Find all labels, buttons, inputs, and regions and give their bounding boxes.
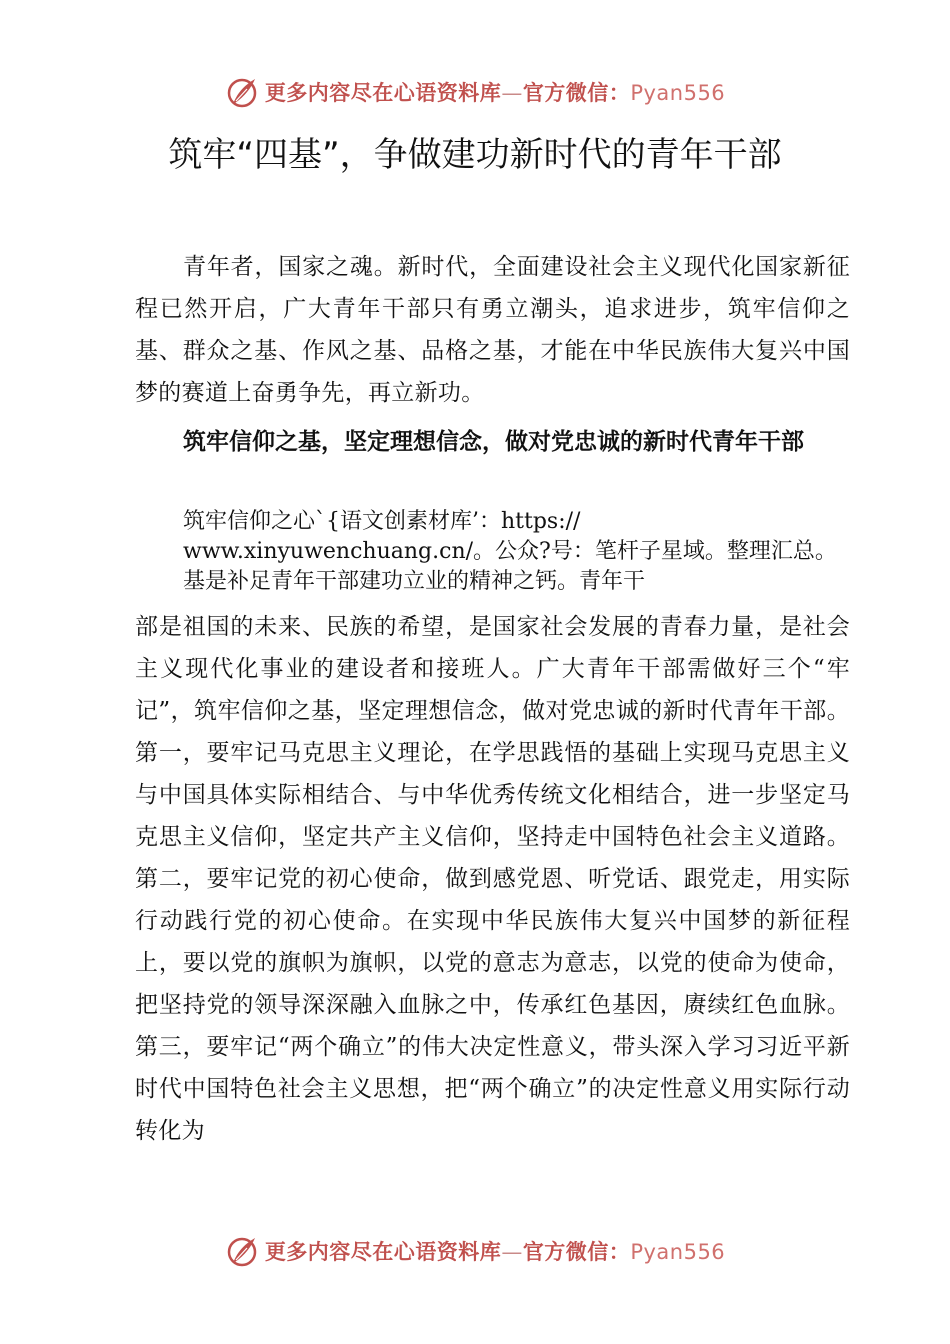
footer-watermark-banner [0, 1231, 950, 1271]
quill-logo-icon [225, 74, 261, 110]
banner-wechat-id: Pyan556 [630, 81, 726, 105]
banner-dash: — [501, 1240, 523, 1264]
banner-label: 官方微信： [522, 1240, 631, 1264]
intro-paragraph: 青年者，国家之魂。新时代，全面建设社会主义现代化国家新征程已然开启，广大青年干部只有勇立潮头，追求进步，筑牢信仰之基、群众之基、作风之基、品格之基，才能在中华民族伟大复兴中国梦的赛道上奋勇争先，再立新功。 [135, 254, 850, 406]
body-paragraph: 部是祖国的未来、民族的希望，是国家社会发展的青春力量，是社会主义现代化事业的建设者和接班人。广大青年干部需做好三个“牢记”，筑牢信仰之基，坚定理想信念，做对党忠诚的新时代青年干部。第一，要牢记马克思主义理论，在学思践悟的基础上实现马克思主义与中国具体实际相结合、与中华优秀传统文化相结合，进一步坚定马克思主义信仰，坚定共产主义信仰，坚持走中国特色社会主义道路。第二，要牢记党的初心使命，做到感党恩、听党话、跟党走，用实际行动践行党的初心使命。在实现中华民族伟大复兴中国梦的新征程上，要以党的旗帜为旗帜，以党的意志为意志，以党的使命为使命，把坚持党的领导深深融入血脉之中，传承红色基因，赓续红色血脉。第三，要牢记“两个确立”的伟大决定性意义，带头深入学习习近平新时代中国特色社会主义思想，把“两个确立”的决定性意义用实际行动转化为 [135, 614, 850, 1144]
section-heading: 筑牢信仰之基，坚定理想信念，做对党忠诚的新时代青年干部 [183, 429, 804, 455]
document-title: 筑牢“四基”，争做建功新时代的青年干部 [168, 135, 782, 175]
banner-wechat-id: Pyan556 [630, 1240, 726, 1264]
source-note-line-1: 筑牢信仰之心`{语文创素材库’：https:// [183, 509, 581, 534]
source-note-line-3: 基是补足青年干部建功立业的精神之钙。青年干 [183, 569, 646, 594]
banner-main-text: 更多内容尽在心语资料库 [264, 1240, 502, 1264]
banner-label: 官方微信： [522, 81, 631, 105]
inserted-source-note [183, 507, 883, 597]
banner-main-text: 更多内容尽在心语资料库 [264, 81, 502, 105]
quill-logo-icon [225, 1233, 261, 1269]
header-watermark-banner [0, 72, 950, 112]
source-note-line-2: www.xinyuwenchuang.cn/。公众?号：笔杆子星域。整理汇总。 [183, 539, 837, 564]
banner-dash: — [501, 81, 523, 105]
